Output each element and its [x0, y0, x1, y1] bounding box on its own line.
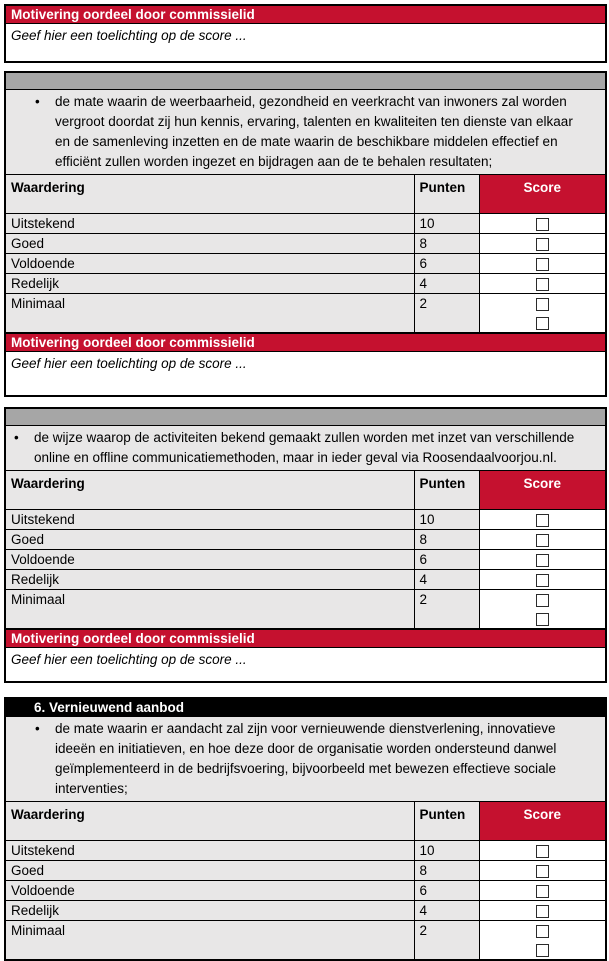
rating-label: Uitstekend [5, 214, 414, 234]
score-cell [479, 590, 606, 630]
score-checkbox[interactable] [536, 238, 549, 251]
motivering-header-bar: Motivering oordeel door commissielid [5, 333, 606, 352]
rating-points: 6 [414, 254, 479, 274]
motivering-header-bar: Motivering oordeel door commissielid [5, 5, 606, 24]
score-cell [479, 861, 606, 881]
criterion-text: de mate waarin er aandacht zal zijn voor vernieuwende dienstverlening, innovatieve ideeën en initiatieven, en hoe deze door de organisatie worden ondersteund danwel geïmplementeerd in de bedrijfsvoering, bijvoorbeeld met bewezen effectieve sociale interventies; [55, 721, 557, 796]
score-checkbox[interactable] [536, 845, 549, 858]
rating-points: 2 [414, 590, 479, 630]
bullet-icon: • [14, 430, 19, 445]
rating-label: Minimaal [5, 294, 414, 334]
score-checkbox[interactable] [536, 278, 549, 291]
table-row [5, 861, 606, 881]
score-cell [479, 901, 606, 921]
score-cell [479, 274, 606, 294]
column-header-score: Score [479, 175, 606, 214]
rating-points: 10 [414, 841, 479, 861]
score-cell [479, 550, 606, 570]
table-row [5, 234, 606, 254]
rating-label: Redelijk [5, 901, 414, 921]
score-checkbox[interactable] [536, 574, 549, 587]
motivation-input-cell[interactable]: Geef hier een toelichting op de score ... [5, 352, 606, 397]
score-checkbox[interactable] [536, 298, 549, 311]
table-row [5, 570, 606, 590]
score-table-weerbaarheid [4, 71, 607, 397]
criterion-text: de wijze waarop de activiteiten bekend gemaakt zullen worden met inzet van verschillende online en offline communicatiemethoden, maar in ieder geval via Roosendaalvoorjou.nl. [34, 430, 575, 465]
score-cell [479, 294, 606, 334]
rating-points: 6 [414, 550, 479, 570]
score-checkbox[interactable] [536, 258, 549, 271]
column-header-waardering: Waardering [5, 175, 414, 214]
rating-points: 2 [414, 294, 479, 334]
rating-points: 4 [414, 274, 479, 294]
rating-label: Voldoende [5, 550, 414, 570]
table-row [5, 254, 606, 274]
rating-label: Goed [5, 234, 414, 254]
table-row [5, 510, 606, 530]
score-checkbox[interactable] [536, 865, 549, 878]
score-cell [479, 570, 606, 590]
score-checkbox[interactable] [536, 905, 549, 918]
column-header-waardering: Waardering [5, 471, 414, 510]
score-cell [479, 841, 606, 861]
score-table-vernieuwend-aanbod [4, 697, 607, 961]
rating-label: Minimaal [5, 590, 414, 630]
rating-label: Redelijk [5, 570, 414, 590]
criterion-bullet-cell [5, 717, 606, 802]
table-row [5, 214, 606, 234]
rating-points: 4 [414, 570, 479, 590]
table-row [5, 274, 606, 294]
column-header-score: Score [479, 471, 606, 510]
motivation-input-cell[interactable]: Geef hier een toelichting op de score ... [5, 648, 606, 683]
score-cell [479, 214, 606, 234]
score-checkbox[interactable] [536, 613, 549, 626]
column-header-punten: Punten [414, 471, 479, 510]
rating-label: Goed [5, 530, 414, 550]
table-row [5, 901, 606, 921]
column-header-punten: Punten [414, 175, 479, 214]
rating-points: 8 [414, 861, 479, 881]
rating-label: Uitstekend [5, 841, 414, 861]
table-row [5, 590, 606, 630]
rating-points: 2 [414, 921, 479, 961]
motivation-input-cell[interactable]: Geef hier een toelichting op de score ... [5, 24, 606, 63]
rating-points: 10 [414, 214, 479, 234]
score-table-communicatie [4, 407, 607, 683]
rating-points: 6 [414, 881, 479, 901]
score-checkbox[interactable] [536, 925, 549, 938]
rating-points: 8 [414, 530, 479, 550]
score-checkbox[interactable] [536, 554, 549, 567]
table-row [5, 530, 606, 550]
bullet-icon: • [35, 721, 40, 736]
section-header-bar-empty [5, 408, 606, 426]
score-cell [479, 254, 606, 274]
rating-points: 4 [414, 901, 479, 921]
section-title-bar: 6. Vernieuwend aanbod [5, 698, 606, 717]
table-row [5, 921, 606, 961]
score-cell [479, 881, 606, 901]
score-checkbox[interactable] [536, 218, 549, 231]
column-header-punten: Punten [414, 802, 479, 841]
score-cell [479, 921, 606, 961]
column-header-score: Score [479, 802, 606, 841]
rating-label: Uitstekend [5, 510, 414, 530]
section-header-bar-empty [5, 72, 606, 90]
motivering-header-bar: Motivering oordeel door commissielid [5, 629, 606, 648]
rating-points: 8 [414, 234, 479, 254]
rating-label: Redelijk [5, 274, 414, 294]
rating-label: Goed [5, 861, 414, 881]
score-checkbox[interactable] [536, 594, 549, 607]
rating-label: Voldoende [5, 881, 414, 901]
score-checkbox[interactable] [536, 944, 549, 957]
score-cell [479, 530, 606, 550]
column-header-waardering: Waardering [5, 802, 414, 841]
score-cell [479, 234, 606, 254]
table-row [5, 294, 606, 334]
rating-points: 10 [414, 510, 479, 530]
rating-label: Voldoende [5, 254, 414, 274]
score-checkbox[interactable] [536, 514, 549, 527]
score-cell [479, 510, 606, 530]
motivering-block-top [4, 4, 607, 63]
score-checkbox[interactable] [536, 317, 549, 330]
criterion-bullet-cell [5, 426, 606, 471]
criterion-text: de mate waarin de weerbaarheid, gezondheid en veerkracht van inwoners zal worden vergroot doordat zij hun kennis, ervaring, talenten en kwaliteiten ten dienste van elkaar en de samenleving inzetten en de mate waarin de beschikbare middelen effectief en efficiënt zullen worden ingezet en bijdragen aan de te behalen resultaten; [55, 94, 573, 169]
table-row [5, 881, 606, 901]
bullet-icon: • [35, 94, 40, 109]
score-checkbox[interactable] [536, 534, 549, 547]
table-row [5, 841, 606, 861]
criterion-bullet-cell [5, 90, 606, 175]
score-checkbox[interactable] [536, 885, 549, 898]
table-row [5, 550, 606, 570]
rating-label: Minimaal [5, 921, 414, 961]
